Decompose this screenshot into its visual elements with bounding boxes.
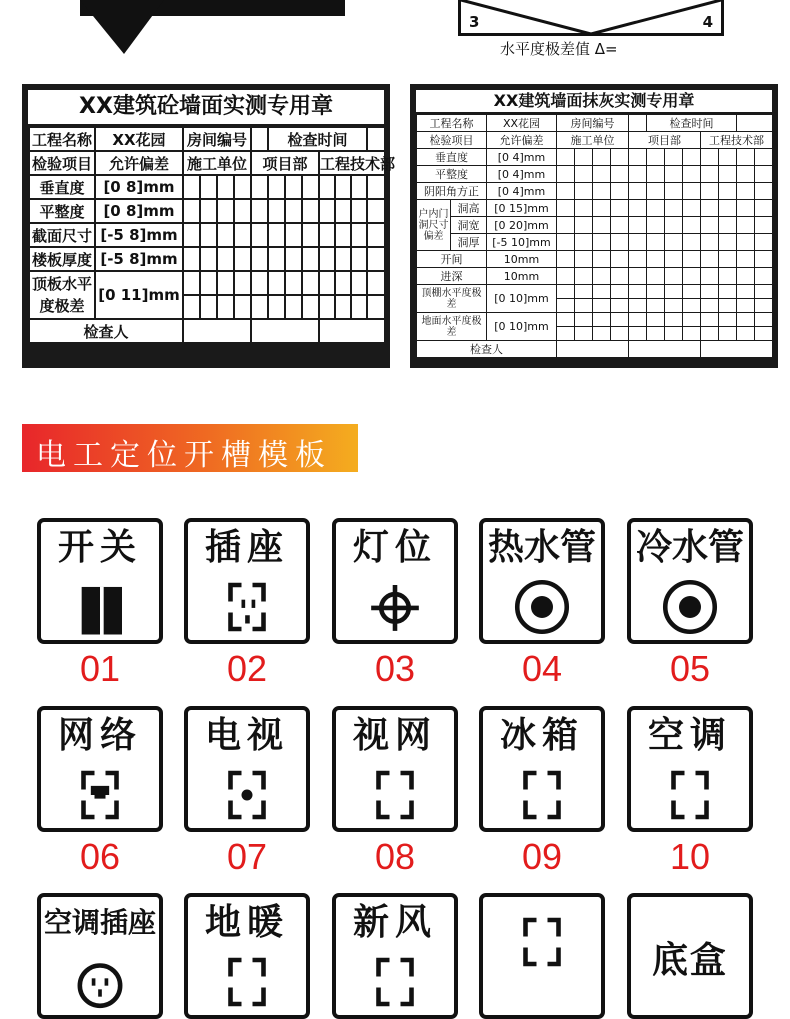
cell-label: 检查时间 xyxy=(268,127,367,151)
cell-label: 允许偏差 xyxy=(95,151,183,175)
template-label: 开关 xyxy=(57,527,142,568)
cell-label: 楼板厚度 xyxy=(29,247,95,271)
template-number: 01 xyxy=(79,648,121,689)
switch-icon xyxy=(54,574,146,640)
template-label: 冷水管 xyxy=(635,527,744,568)
template-number: 10 xyxy=(669,836,711,877)
template-number: 03 xyxy=(374,648,416,689)
ac-socket-icon xyxy=(54,949,146,1015)
template-label: 灯位 xyxy=(352,527,437,568)
bracket-square-icon xyxy=(496,909,588,975)
cell-label: 顶板水平度极差 xyxy=(29,271,95,319)
cell-label: 检查人 xyxy=(29,319,183,343)
cell-label: 截面尺寸 xyxy=(29,223,95,247)
cell-label: 项目部 xyxy=(251,151,319,175)
cell-label: 地面水平度极差 xyxy=(417,313,487,341)
cell-label: 允许偏差 xyxy=(487,132,557,149)
template-label: 电视 xyxy=(204,715,289,756)
template-tile xyxy=(627,893,753,1019)
template-tile xyxy=(627,706,753,832)
cell-label: 施工单位 xyxy=(183,151,251,175)
template-tile xyxy=(332,893,458,1019)
cell-value: [0 15]mm xyxy=(487,200,557,217)
cell-value: [0 8]mm xyxy=(95,199,183,223)
bracket-square-icon xyxy=(201,949,293,1015)
template-number: 06 xyxy=(79,836,121,877)
cell-label: 工程技术部 xyxy=(701,132,773,149)
cell-label: 进深 xyxy=(417,268,487,285)
stamp-plaster-wall xyxy=(410,84,778,368)
section-banner xyxy=(22,424,358,472)
cell-label: 洞高 xyxy=(451,200,487,217)
stamp-title: XX建筑墙面抹灰实测专用章 xyxy=(416,90,772,112)
template-tile xyxy=(332,518,458,644)
target-circle-icon xyxy=(644,574,736,640)
cell-label: 项目部 xyxy=(629,132,701,149)
network-port-icon xyxy=(54,762,146,828)
cell-value: [-5 10]mm xyxy=(487,234,557,251)
template-label: 空调 xyxy=(647,715,732,756)
stamp-table xyxy=(28,126,396,344)
bracket-square-icon xyxy=(349,949,441,1015)
template-number: 02 xyxy=(226,648,268,689)
cell-label: 检验项目 xyxy=(417,132,487,149)
cell-value: [0 4]mm xyxy=(487,149,557,166)
socket-icon xyxy=(201,574,293,640)
cell-value: [0 8]mm xyxy=(95,175,183,199)
stamp-table xyxy=(416,114,773,358)
template-tile xyxy=(332,706,458,832)
cell-label: 垂直度 xyxy=(29,175,95,199)
template-label: 热水管 xyxy=(487,527,596,568)
cell-value: [0 4]mm xyxy=(487,183,557,200)
template-tile xyxy=(184,706,310,832)
cell-label: 施工单位 xyxy=(557,132,629,149)
cell-label: 房间编号 xyxy=(183,127,251,151)
cell-value: [0 20]mm xyxy=(487,217,557,234)
triangle-number: 3 xyxy=(469,13,480,31)
crosshair-icon xyxy=(349,574,441,640)
cell-label: 工程名称 xyxy=(417,115,487,132)
cell-label: 洞厚 xyxy=(451,234,487,251)
cell-value: [0 10]mm xyxy=(487,313,557,341)
template-label: 新风 xyxy=(352,902,437,943)
cell-value: 10mm xyxy=(487,251,557,268)
target-circle-icon xyxy=(496,574,588,640)
stamp-title: XX建筑砼墙面实测专用章 xyxy=(28,90,384,124)
cell-label: 平整度 xyxy=(29,199,95,223)
triangle-diagram xyxy=(458,0,724,36)
cell-value: [-5 8]mm xyxy=(95,247,183,271)
template-tile xyxy=(479,893,605,1019)
template-label: 地暖 xyxy=(204,902,289,943)
template-tile xyxy=(184,893,310,1019)
cell-label: 房间编号 xyxy=(557,115,629,132)
cell-label: 检查人 xyxy=(417,341,557,358)
triangle-number: 4 xyxy=(702,13,713,31)
cell-label: 检验项目 xyxy=(29,151,95,175)
template-tile xyxy=(479,518,605,644)
template-number: 04 xyxy=(521,648,563,689)
cell-value: [0 11]mm xyxy=(95,271,183,319)
cell-label: 工程技术部 xyxy=(319,151,385,175)
bracket-square-icon xyxy=(644,762,736,828)
template-label: 视网 xyxy=(352,715,437,756)
cell-value: [0 4]mm xyxy=(487,166,557,183)
template-number: 05 xyxy=(669,648,711,689)
section-title: 电工定位开槽模板 xyxy=(36,438,332,473)
cell-value: [0 10]mm xyxy=(487,285,557,313)
template-tile xyxy=(37,706,163,832)
cell-blank xyxy=(367,127,385,151)
cell-value: 10mm xyxy=(487,268,557,285)
template-number: 07 xyxy=(226,836,268,877)
cell-label: 户内门洞尺寸偏差 xyxy=(417,200,451,251)
template-label: 冰箱 xyxy=(499,715,584,756)
bracket-square-icon xyxy=(349,762,441,828)
template-label: 空调插座 xyxy=(43,906,156,939)
template-label: 底盒 xyxy=(651,940,728,981)
stamp-concrete-wall xyxy=(22,84,396,368)
triangle-label: 水平度极差值 Δ= xyxy=(500,40,618,58)
template-number: 08 xyxy=(374,836,416,877)
cell-value: XX花园 xyxy=(95,127,183,151)
cell-label: 洞宽 xyxy=(451,217,487,234)
cell-blank xyxy=(251,127,268,151)
template-tile xyxy=(37,518,163,644)
cell-label: 垂直度 xyxy=(417,149,487,166)
template-label: 插座 xyxy=(204,527,289,568)
template-number: 09 xyxy=(521,836,563,877)
bracket-square-icon xyxy=(496,762,588,828)
cell-label: 顶棚水平度极差 xyxy=(417,285,487,313)
cell-label: 阴阳角方正 xyxy=(417,183,487,200)
cell-label: 平整度 xyxy=(417,166,487,183)
template-tile xyxy=(627,518,753,644)
template-tile xyxy=(184,518,310,644)
cell-value: [-5 8]mm xyxy=(95,223,183,247)
arrow-shape xyxy=(80,0,345,56)
template-label: 网络 xyxy=(57,715,142,756)
cell-label: 开间 xyxy=(417,251,487,268)
cell-value: XX花园 xyxy=(487,115,557,132)
template-tile xyxy=(479,706,605,832)
tv-port-icon xyxy=(201,762,293,828)
template-tile xyxy=(37,893,163,1019)
cell-label: 检查时间 xyxy=(647,115,737,132)
cell-label: 工程名称 xyxy=(29,127,95,151)
